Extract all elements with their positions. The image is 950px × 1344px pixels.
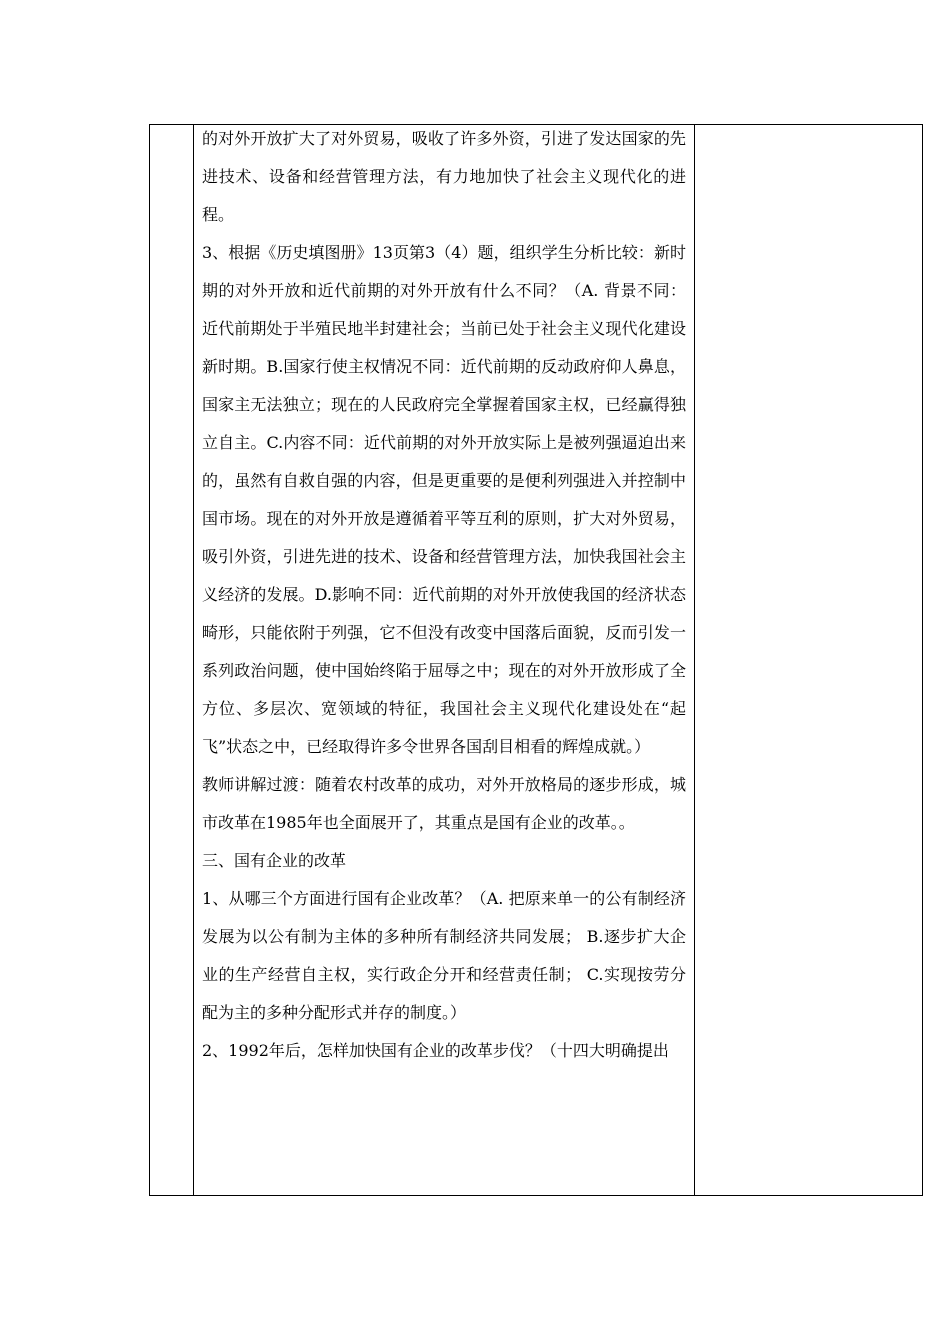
paragraph-teacher-transition: 教师讲解过渡：随着农村改革的成功，对外开放格局的逐步形成，城市改革在1985年也全面展开了，其重点是国有企业的改革。。: [202, 775, 686, 832]
table-row: [150, 125, 923, 1196]
section-heading-soe-reform: 三、国有企业的改革: [202, 851, 347, 870]
left-column-cell: [150, 125, 194, 1196]
paragraph-opening-effect: 的对外开放扩大了对外贸易，吸收了许多外资，引进了发达国家的先进技术、设备和经营管理方法，有力地加快了社会主义现代化的进程。: [202, 129, 686, 224]
notes-column-cell: [695, 125, 923, 1196]
lesson-plan-table: [149, 124, 923, 1196]
paragraph-question-2: 2、1992年后，怎样加快国有企业的改革步伐？（十四大明确提出: [202, 1041, 669, 1060]
paragraph-question-1: 1、从哪三个方面进行国有企业改革？（A. 把原来单一的公有制经济发展为以公有制为主体的多种所有制经济共同发展； B.逐步扩大企业的生产经营自主权，实行政企分开和经营责任制； C.实现按劳分配为主的多种分配形式并存的制度。）: [202, 889, 686, 1022]
lesson-content: [194, 120, 694, 1070]
paragraph-comparison-question: 3、根据《历史填图册》13页第3（4）题，组织学生分析比较：新时期的对外开放和近代前期的对外开放有什么不同？（A. 背景不同：近代前期处于半殖民地半封建社会；当前已处于社会主义现代化建设新时期。B.国家行使主权情况不同：近代前期的反动政府仰人鼻息，国家主无法独立；现在的人民政府完全掌握着国家主权，已经赢得独立自主。C.内容不同：近代前期的对外开放实际上是被列强逼迫出来的，虽然有自救自强的内容，但是更重要的是便利列强进入并控制中国市场。现在的对外开放是遵循着平等互利的原则，扩大对外贸易，吸引外资，引进先进的技术、设备和经营管理方法，加快我国社会主义经济的发展。D.影响不同：近代前期的对外开放使我国的经济状态畸形，只能依附于列强，它不但没有改变中国落后面貌，反而引发一系列政治问题，使中国始终陷于屈辱之中；现在的对外开放形成了全方位、多层次、宽领域的特征，我国社会主义现代化建设处在“起飞”状态之中，已经取得许多令世界各国刮目相看的辉煌成就。）: [202, 243, 686, 756]
content-column-cell: [194, 125, 695, 1196]
